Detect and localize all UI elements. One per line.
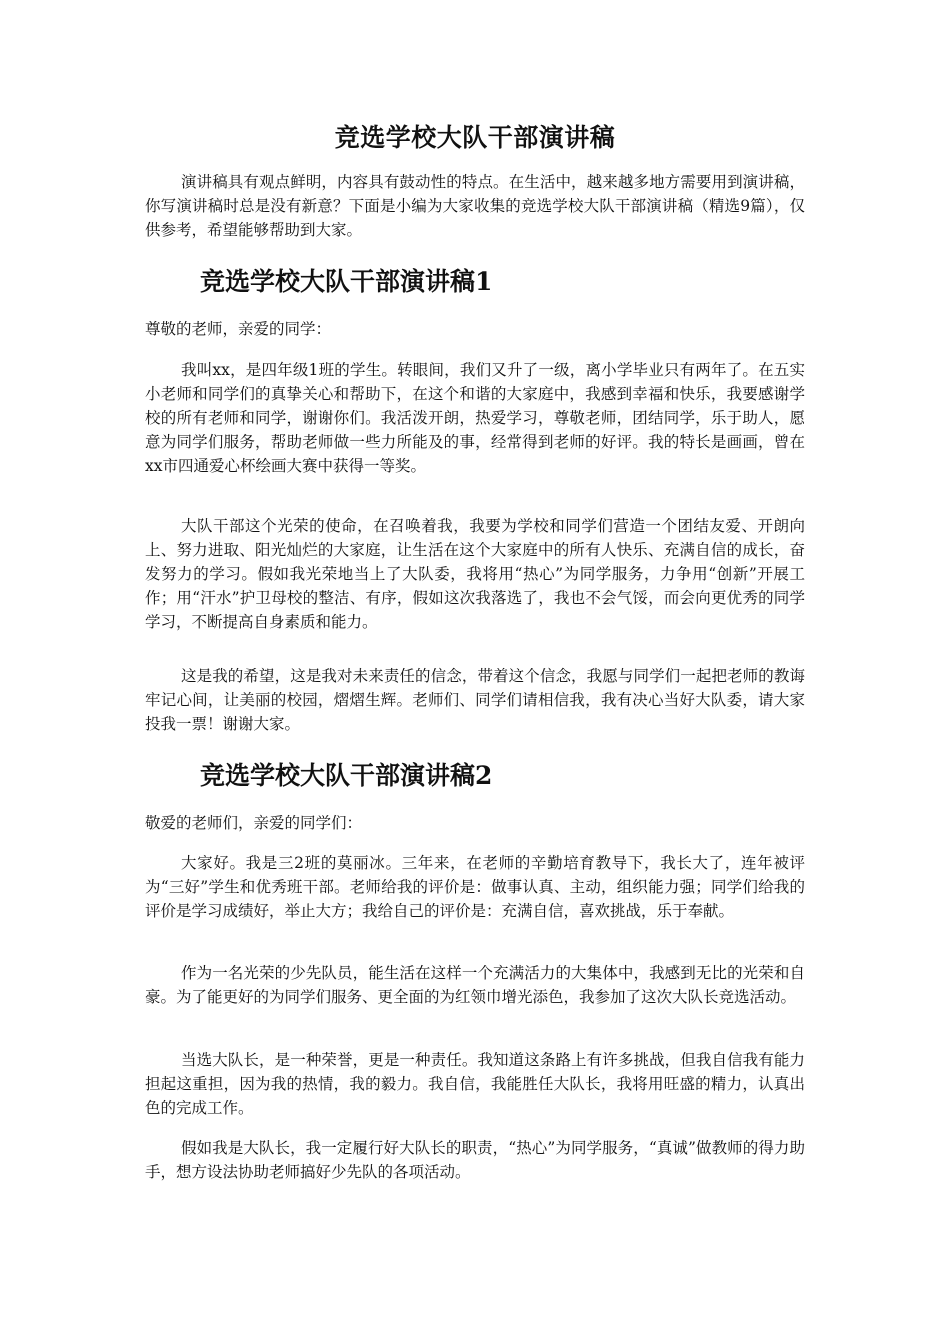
section-2-paragraph-1: 大家好。我是三2班的莫丽冰。三年来，在老师的辛勤培育教导下，我长大了，连年被评为“三好”学生和优秀班干部。老师给我的评价是：做事认真、主动，组织能力强；同学们给我的评价是学习成绩好，举止大方；我给自己的评价是：充满自信，喜欢挑战，乐于奉献。 <box>145 854 805 920</box>
intro-paragraph: 演讲稿具有观点鲜明，内容具有鼓动性的特点。在生活中，越来越多地方需要用到演讲稿，你写演讲稿时总是没有新意？下面是小编为大家收集的竞选学校大队干部演讲稿（精选9篇），仅供参考，希望能够帮助到大家。 <box>145 173 805 239</box>
document-title: 竞选学校大队干部演讲稿 <box>334 123 616 152</box>
section-2-paragraph-3: 当选大队长，是一种荣誉，更是一种责任。我知道这条路上有许多挑战，但我自信我有能力担起这重担，因为我的热情，我的毅力。我自信，我能胜任大队长，我将用旺盛的精力，认真出色的完成工作。 <box>145 1051 805 1117</box>
section-1-salutation: 尊敬的老师，亲爱的同学： <box>145 320 332 338</box>
section-1-heading: 竞选学校大队干部演讲稿1 <box>200 267 493 296</box>
section-1-paragraph-1: 我叫xx，是四年级1班的学生。转眼间，我们又升了一级，离小学毕业只有两年了。在五实小老师和同学们的真挚关心和帮助下，在这个和谐的大家庭中，我感到幸福和快乐，我要感谢学校的所有老师和同学，谢谢你们。我活泼开朗，热爱学习，尊敬老师，团结同学，乐于助人，愿意为同学们服务，帮助老师做一些力所能及的事，经常得到老师的好评。我的特长是画画，曾在xx市四通爱心杯绘画大赛中获得一等奖。 <box>145 361 805 475</box>
section-2-heading: 竞选学校大队干部演讲稿2 <box>200 761 493 790</box>
section-1-paragraph-3: 这是我的希望，这是我对未来责任的信念，带着这个信念，我愿与同学们一起把老师的教诲牢记心间，让美丽的校园，熠熠生辉。老师们、同学们请相信我，我有决心当好大队委，请大家投我一票！谢谢大家。 <box>145 667 805 733</box>
section-2-paragraph-4: 假如我是大队长，我一定履行好大队长的职责，“热心”为同学服务，“真诚”做教师的得力助手，想方设法协助老师搞好少先队的各项活动。 <box>145 1139 805 1181</box>
section-2-salutation: 敬爱的老师们，亲爱的同学们： <box>145 814 363 832</box>
section-1-paragraph-2: 大队干部这个光荣的使命，在召唤着我，我要为学校和同学们营造一个团结友爱、开朗向上、努力进取、阳光灿烂的大家庭，让生活在这个大家庭中的所有人快乐、充满自信的成长，奋发努力的学习。假如我光荣地当上了大队委，我将用“热心”为同学服务，力争用“创新”开展工作；用“汗水”护卫母校的整洁、有序，假如这次我落选了，我也不会气馁，而会向更优秀的同学学习，不断提高自身素质和能力。 <box>145 517 805 631</box>
section-2-paragraph-2: 作为一名光荣的少先队员，能生活在这样一个充满活力的大集体中，我感到无比的光荣和自豪。为了能更好的为同学们服务、更全面的为红领巾增光添色，我参加了这次大队长竞选活动。 <box>145 964 805 1006</box>
